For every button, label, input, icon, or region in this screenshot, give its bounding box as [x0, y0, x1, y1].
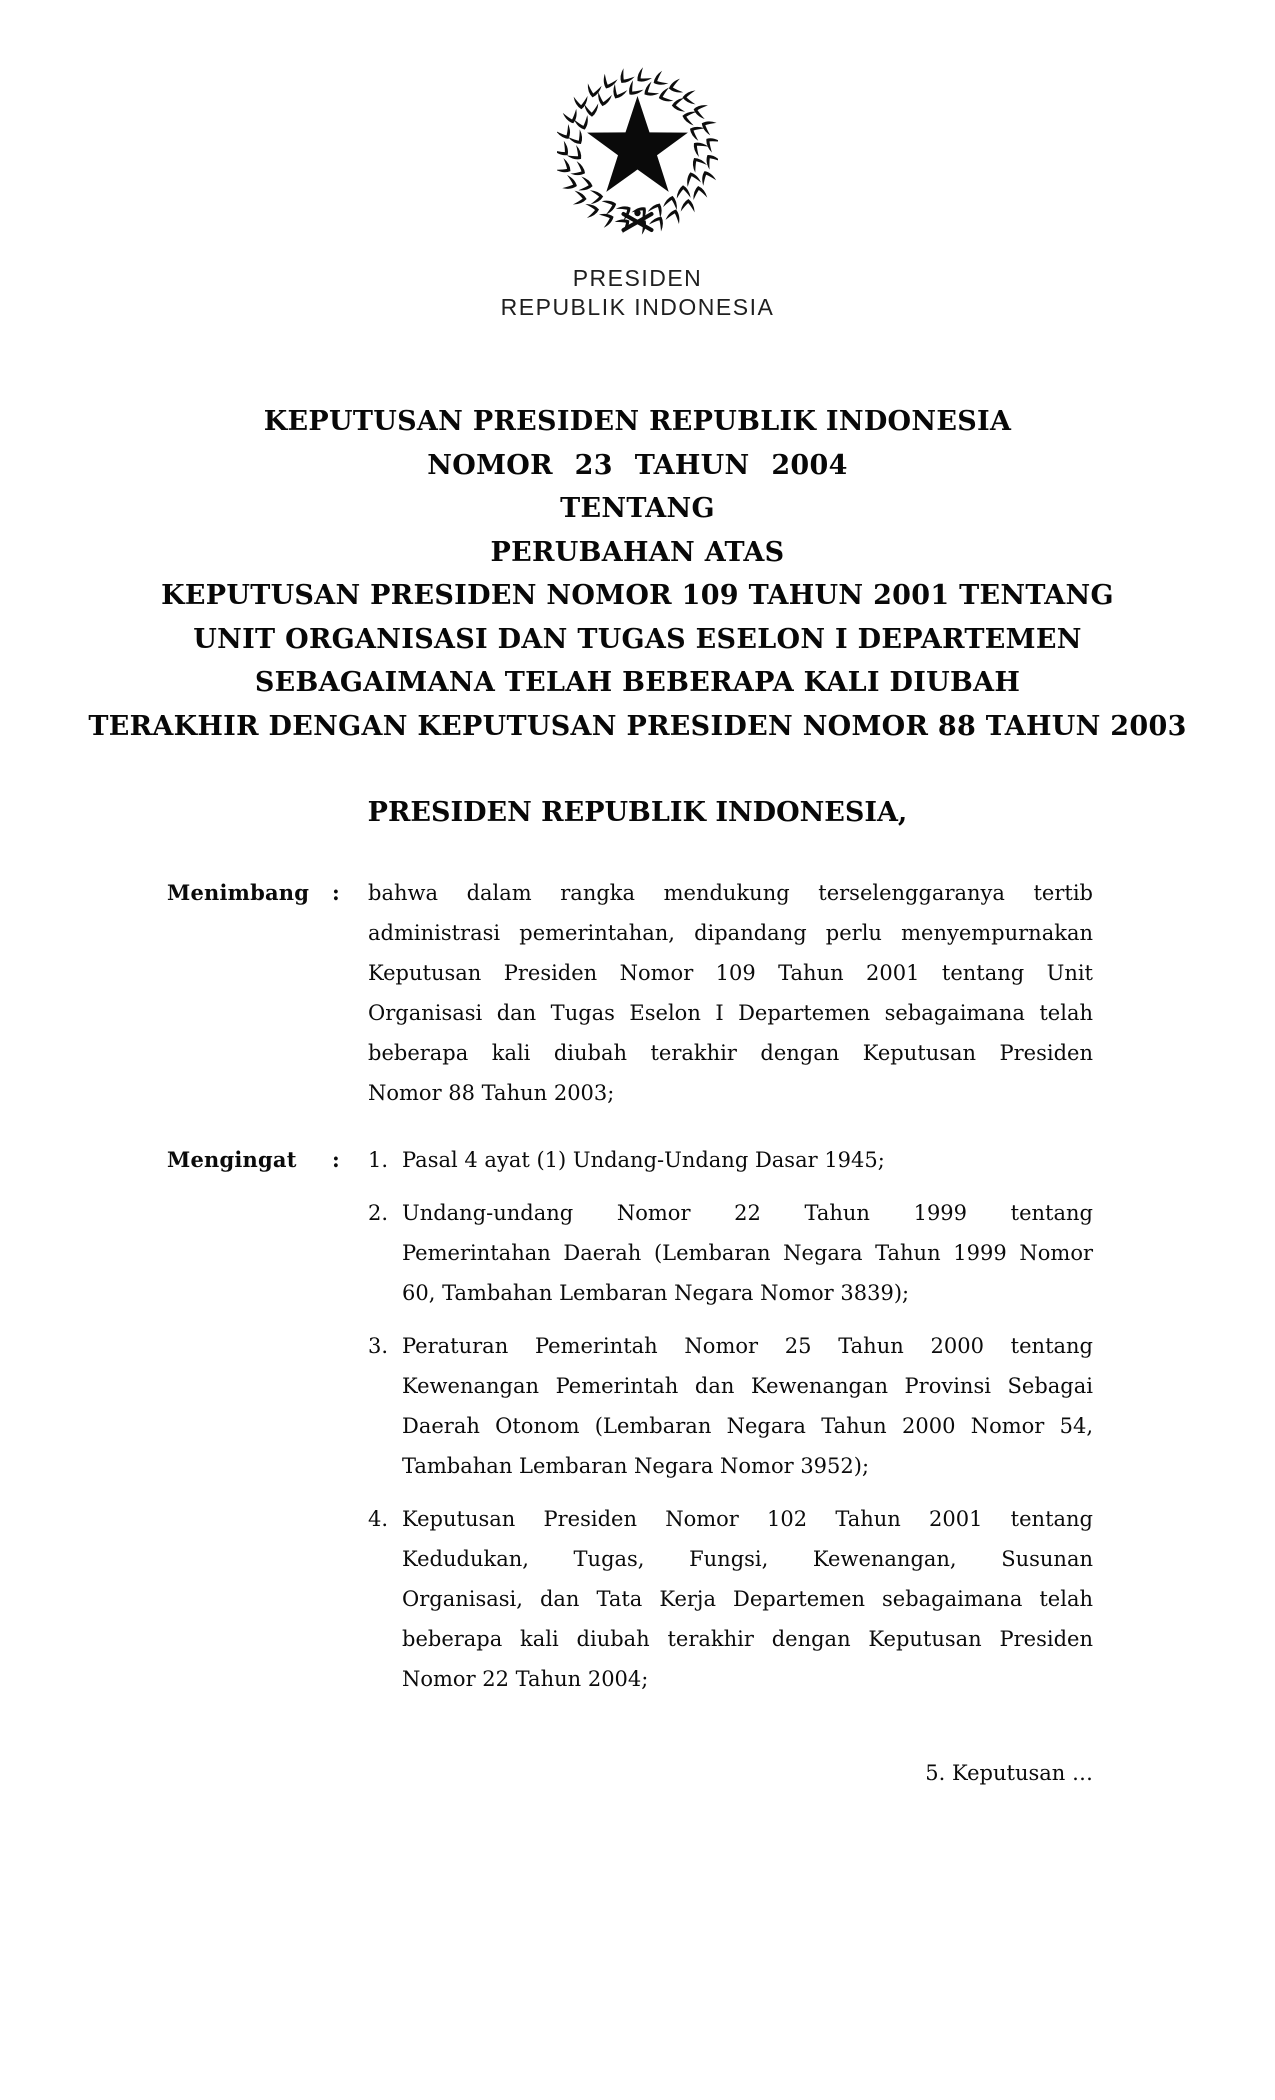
text-line: Pasal 4 ayat (1) Undang-Undang Dasar 1945; [402, 1148, 885, 1172]
text-line: Pemerintahan Daerah (Lembaran Negara Tahun 1999 Nomor [402, 1241, 1093, 1265]
section-colon: : [332, 880, 340, 905]
title-line: TERAKHIR DENGAN KEPUTUSAN PRESIDEN NOMOR 88 TAHUN 2003 [88, 710, 1187, 742]
item-number: 2. [368, 1201, 389, 1225]
text-line: Daerah Otonom (Lembaran Negara Tahun 2000 Nomor 54, [402, 1414, 1093, 1438]
text-line: beberapa kali diubah terakhir dengan Keputusan Presiden [368, 1041, 1093, 1065]
text-line: Organisasi dan Tugas Eselon I Departemen sebagaimana telah [368, 1001, 1093, 1025]
text-line: Tambahan Lembaran Negara Nomor 3952); [402, 1454, 870, 1478]
decree-title-block [0, 400, 1275, 748]
page-catchword: 5. Keputusan … [925, 1761, 1093, 1785]
text-line: Peraturan Pemerintah Nomor 25 Tahun 2000 tentang [402, 1334, 1093, 1358]
presidential-emblem [557, 64, 718, 242]
text-line: Keputusan Presiden Nomor 109 Tahun 2001 tentang Unit [368, 961, 1093, 985]
mengingat-item [368, 1326, 1093, 1486]
letterhead-line-republik: REPUBLIK INDONESIA [500, 294, 775, 320]
menimbang-paragraph [368, 873, 1093, 1113]
title-line-tentang: TENTANG [560, 493, 715, 524]
item-text [402, 1326, 1093, 1486]
title-line: UNIT ORGANISASI DAN TUGAS ESELON I DEPARTEMEN [193, 623, 1082, 655]
title-line-nomor: NOMOR 23 TAHUN 2004 [427, 449, 848, 481]
text-line: beberapa kali diubah terakhir dengan Keputusan Presiden [402, 1627, 1093, 1651]
salutation: PRESIDEN REPUBLIK INDONESIA, [367, 797, 908, 828]
title-line: KEPUTUSAN PRESIDEN NOMOR 109 TAHUN 2001 TENTANG [161, 580, 1114, 611]
letterhead [0, 264, 1275, 322]
item-number: 4. [368, 1507, 389, 1531]
section-mengingat [167, 1140, 1093, 1699]
mengingat-item [368, 1499, 1093, 1699]
mengingat-item [368, 1193, 1093, 1313]
section-menimbang [167, 873, 1093, 1113]
text-line: Nomor 22 Tahun 2004; [402, 1667, 649, 1691]
section-colon: : [332, 1147, 340, 1172]
title-line: KEPUTUSAN PRESIDEN REPUBLIK INDONESIA [263, 406, 1012, 437]
text-line: Nomor 88 Tahun 2003; [368, 1081, 615, 1105]
text-line: Kedudukan, Tugas, Fungsi, Kewenangan, Susunan [402, 1547, 1093, 1571]
text-line: administrasi pemerintahan, dipandang perlu menyempurnakan [368, 921, 1093, 945]
mengingat-item [368, 1140, 1093, 1180]
item-text [402, 1193, 1093, 1313]
item-number: 3. [368, 1334, 389, 1358]
text-line: Keputusan Presiden Nomor 102 Tahun 2001 tentang [402, 1507, 1093, 1531]
section-label: Mengingat [167, 1147, 297, 1172]
text-line: Organisasi, dan Tata Kerja Departemen sebagaimana telah [402, 1587, 1093, 1611]
item-text [402, 1499, 1093, 1699]
section-label-cell [167, 1140, 368, 1699]
text-line: Undang-undang Nomor 22 Tahun 1999 tentang [402, 1201, 1093, 1225]
section-label: Menimbang [167, 880, 310, 905]
title-line: SEBAGAIMANA TELAH BEBERAPA KALI DIUBAH [254, 667, 1021, 698]
star-icon [587, 96, 688, 192]
letterhead-line-presiden: PRESIDEN [572, 265, 703, 291]
mengingat-list [368, 1140, 1093, 1699]
text-line: Kewenangan Pemerintah dan Kewenangan Provinsi Sebagai [402, 1374, 1093, 1398]
title-line: PERUBAHAN ATAS [490, 536, 785, 568]
text-line: 60, Tambahan Lembaran Negara Nomor 3839); [402, 1281, 910, 1305]
item-text [402, 1140, 1093, 1180]
section-label-cell [167, 873, 368, 1113]
item-number: 1. [368, 1148, 389, 1172]
text-line: bahwa dalam rangka mendukung terselenggaranya tertib [368, 881, 1093, 905]
